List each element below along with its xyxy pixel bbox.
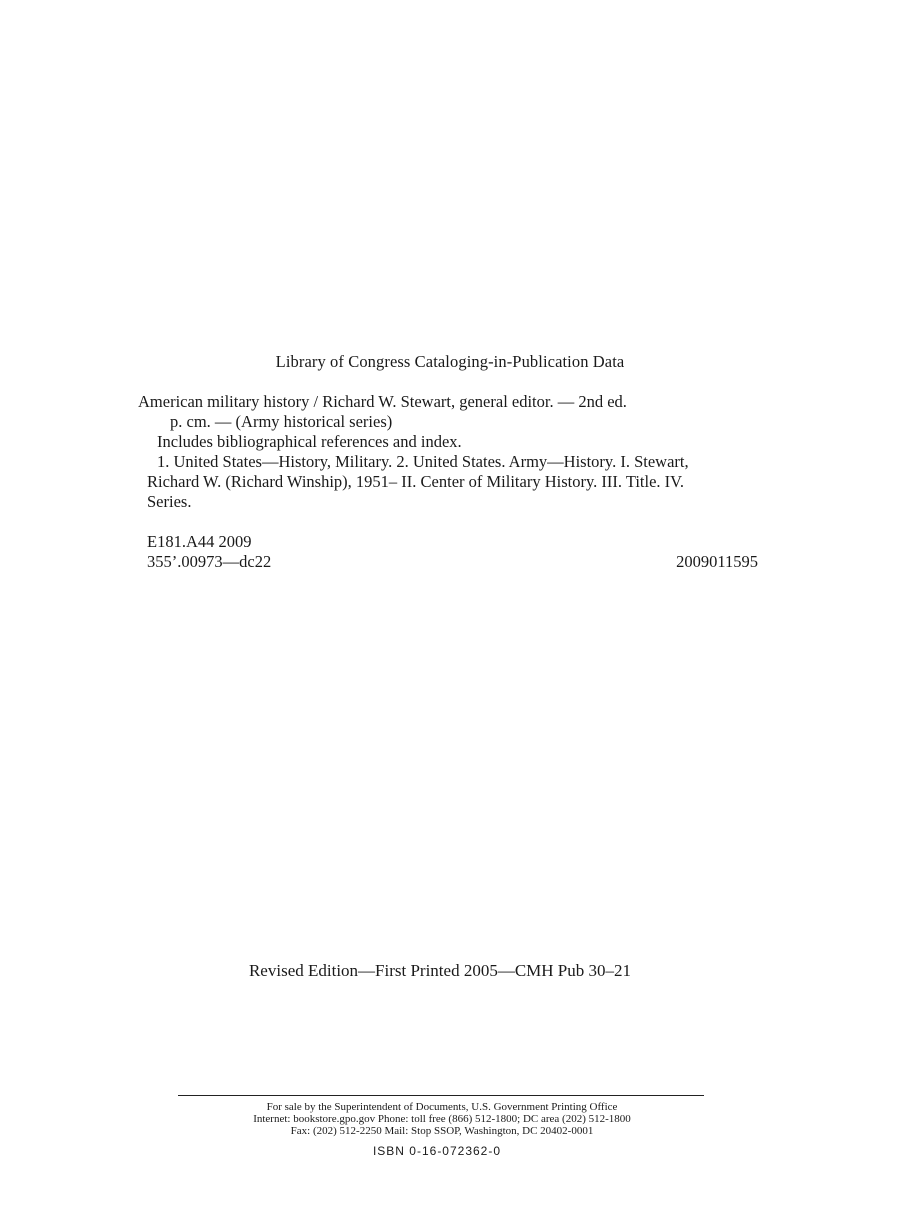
sale-line-2: Internet: bookstore.gpo.gov Phone: toll free (866) 512-1800; DC area (202) 512-1800 <box>253 1113 631 1125</box>
cip-subjects-line-3: Series. <box>147 492 192 511</box>
dewey-number: 355’.00973—dc22 <box>147 552 272 571</box>
cip-subjects-line-2: Richard W. (Richard Winship), 1951– II. Center of Military History. III. Title. IV. <box>147 472 685 491</box>
lc-call-number: E181.A44 2009 <box>147 532 252 551</box>
edition-line: Revised Edition—First Printed 2005—CMH Pub 30–21 <box>248 961 632 980</box>
cip-title-line: American military history / Richard W. Stewart, general editor. — 2nd ed. <box>138 392 627 411</box>
lccn: 2009011595 <box>676 552 758 571</box>
classification-row <box>138 552 758 572</box>
cip-record <box>138 392 758 572</box>
sale-line-1: For sale by the Superintendent of Documents, U.S. Government Printing Office <box>266 1101 618 1113</box>
divider-rule <box>178 1095 704 1096</box>
sale-info <box>0 1101 884 1137</box>
cip-subjects-line-1: 1. United States—History, Military. 2. United States. Army—History. I. Stewart, <box>157 452 689 471</box>
cip-physical-line: p. cm. — (Army historical series) <box>170 412 393 431</box>
sale-line-3: Fax: (202) 512-2250 Mail: Stop SSOP, Washington, DC 20402-0001 <box>290 1125 594 1137</box>
isbn: ISBN 0-16-072362-0 <box>372 1144 502 1158</box>
cip-heading: Library of Congress Cataloging-in-Publication Data <box>275 352 625 371</box>
cip-notes-line: Includes bibliographical references and index. <box>157 432 462 451</box>
cip-spacer <box>138 512 758 532</box>
